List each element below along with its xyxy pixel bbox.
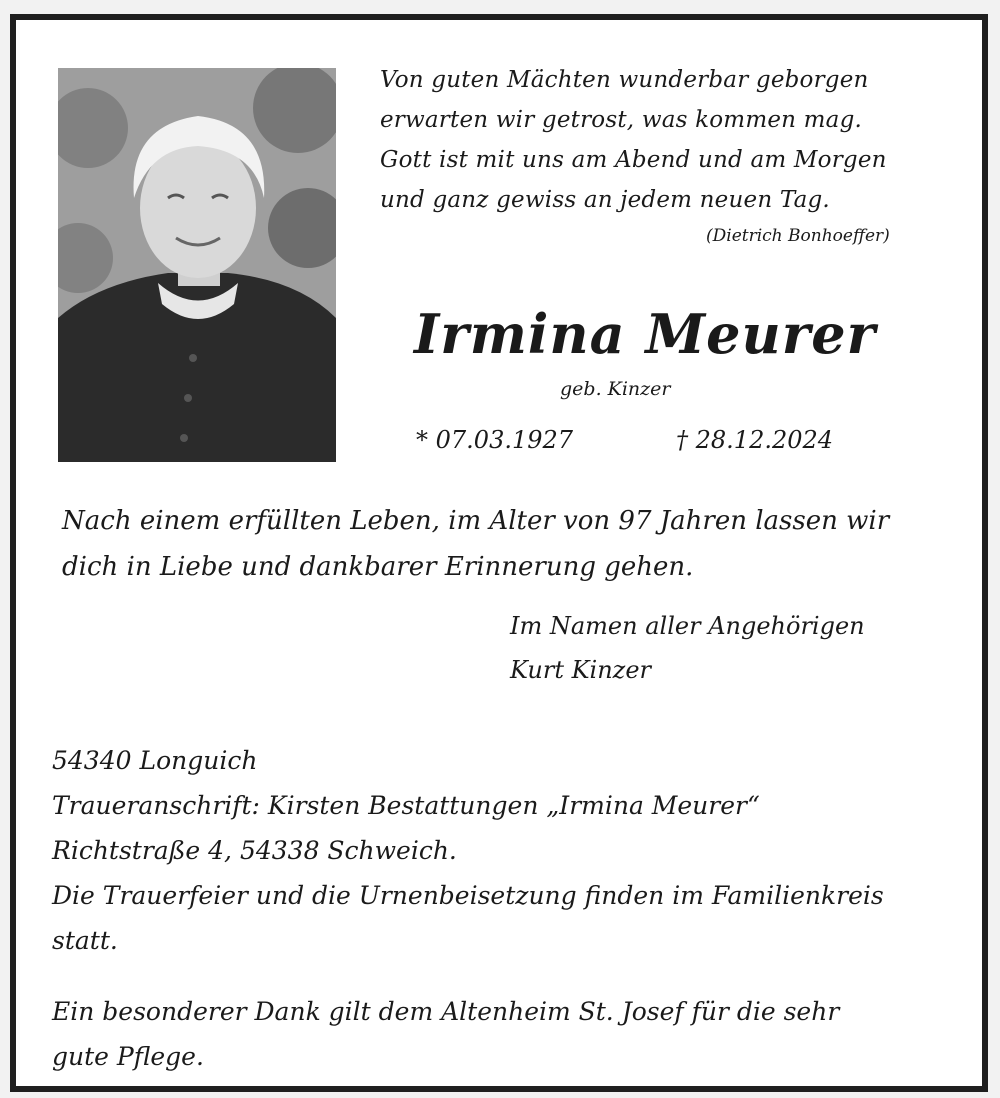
- details-line: Die Trauerfeier und die Urnenbeisetzung finden im Familienkreis: [52, 881, 884, 910]
- birth-date: * 07.03.1927: [416, 426, 574, 454]
- spacer: [52, 963, 962, 989]
- details-line: statt.: [52, 926, 118, 955]
- poem: [380, 60, 940, 220]
- portrait-photo: [58, 68, 336, 462]
- poem-line: Gott ist mit uns am Abend und am Morgen: [380, 147, 887, 173]
- poem-line: und ganz gewiss an jedem neuen Tag.: [380, 187, 830, 213]
- obituary-frame: [10, 14, 988, 1092]
- details-line: Traueranschrift: Kirsten Bestattungen „Irmina Meurer“: [52, 791, 760, 820]
- maiden-name: geb. Kinzer: [560, 378, 671, 400]
- thanks-line: Ein besonderer Dank gilt dem Altenheim St. Josef für die sehr: [52, 997, 840, 1026]
- details-line: 54340 Longuich: [52, 746, 258, 775]
- message-line: dich in Liebe und dankbarer Erinnerung gehen.: [62, 552, 694, 582]
- signature-line: Kurt Kinzer: [510, 656, 651, 684]
- signature-line: Im Namen aller Angehörigen: [510, 612, 865, 640]
- death-date: † 28.12.2024: [676, 426, 834, 454]
- poem-line: Von guten Mächten wunderbar geborgen: [380, 67, 869, 93]
- obituary-message: [62, 498, 962, 590]
- deceased-name: Irmina Meurer: [414, 302, 877, 366]
- signature: [510, 604, 865, 692]
- message-line: Nach einem erfüllten Leben, im Alter von 97 Jahren lassen wir: [62, 506, 890, 536]
- poem-line: erwarten wir getrost, was kommen mag.: [380, 107, 863, 133]
- thanks-line: gute Pflege.: [52, 1042, 204, 1071]
- details-line: Richtstraße 4, 54338 Schweich.: [52, 836, 457, 865]
- poem-author: (Dietrich Bonhoeffer): [706, 226, 890, 246]
- funeral-details: [52, 738, 962, 1079]
